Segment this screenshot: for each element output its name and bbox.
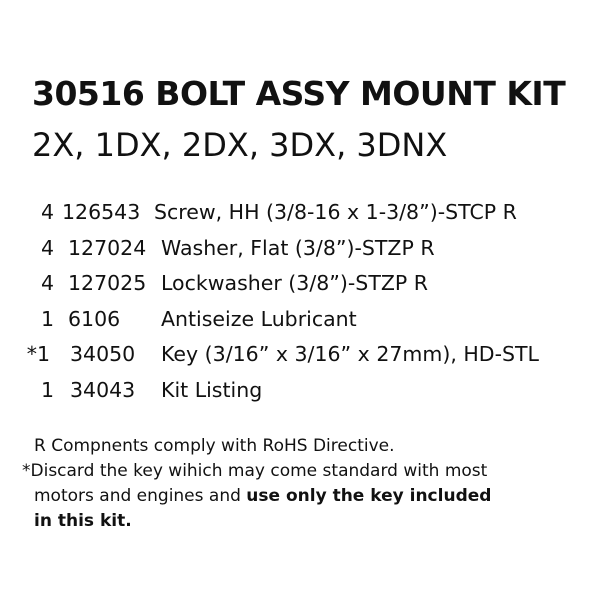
part-number: 126543 <box>62 200 141 224</box>
key-note-line-2 <box>22 484 491 509</box>
part-row <box>20 271 600 307</box>
part-qty: 4 <box>40 200 54 224</box>
part-qty: 1 <box>40 377 54 402</box>
kit-models: 2X, 1DX, 2DX, 3DX, 3DNX <box>32 126 448 164</box>
part-description: Kit Listing <box>161 377 263 402</box>
key-note-emphasis: use only the key included <box>246 486 492 506</box>
rohs-note: R Compnents comply with RoHS Directive. <box>34 436 395 456</box>
part-row <box>20 342 600 378</box>
part-row <box>20 307 600 343</box>
part-row <box>20 378 600 414</box>
part-description: Key (3/16” x 3/16” x 27mm), HD-STL <box>161 342 539 366</box>
part-row <box>20 200 600 236</box>
part-description: Washer, Flat (3/8”)-STZP R <box>161 235 435 260</box>
part-description: Lockwasher (3/8”)-STZP R <box>161 271 429 295</box>
part-description: Antiseize Lubricant <box>161 306 357 331</box>
part-number: 6106 <box>68 306 121 331</box>
part-number: 127025 <box>68 271 147 295</box>
key-note-emphasis-end: in this kit. <box>34 511 132 531</box>
key-note-line-3 <box>22 509 491 534</box>
part-qty: *1 <box>26 342 50 366</box>
footnotes <box>22 434 491 534</box>
part-row <box>20 236 600 272</box>
part-number: 34043 <box>70 377 136 402</box>
part-number: 34050 <box>70 342 136 366</box>
key-note-line-1: *Discard the key wihich may come standard with most <box>22 461 488 481</box>
part-description: Screw, HH (3/8-16 x 1-3/8”)-STCP R <box>154 200 517 224</box>
parts-list <box>20 200 600 413</box>
part-qty: 4 <box>40 271 54 295</box>
key-note-plain-text: motors and engines and <box>34 486 247 506</box>
part-qty: 1 <box>40 306 54 331</box>
part-number: 127024 <box>68 235 147 260</box>
kit-title: 30516 BOLT ASSY MOUNT KIT <box>32 74 566 113</box>
part-qty: 4 <box>40 235 54 260</box>
